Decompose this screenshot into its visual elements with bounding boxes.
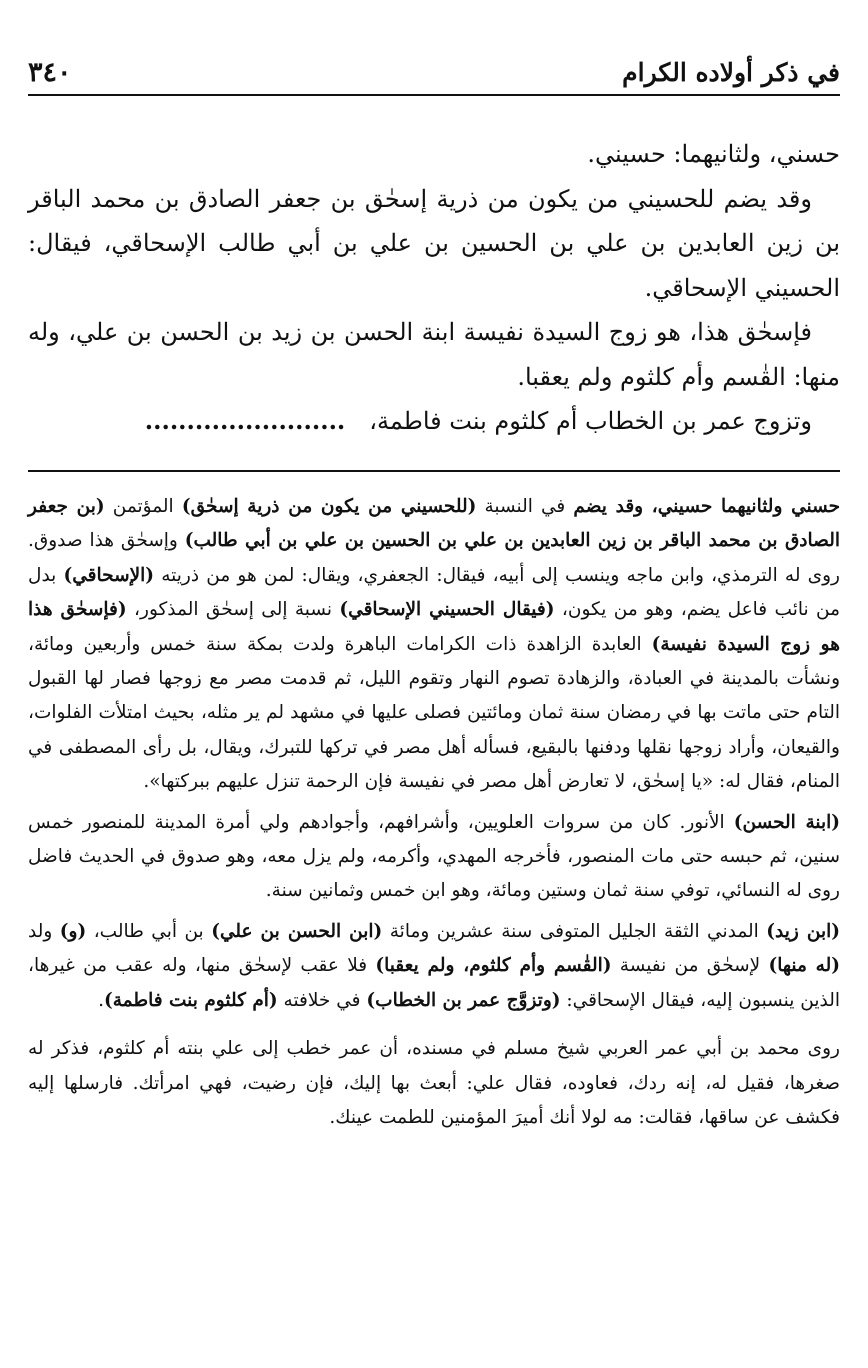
main-paragraph-3: فإسحٰق هذا، هو زوج السيدة نفيسة ابنة الحسن بن زيد بن الحسن بن علي، وله منها: القٰسم وأم كلثوم ولم يعقبا.	[28, 318, 840, 391]
commentary-bold: (ابنة الحسن)	[733, 811, 840, 833]
commentary-text-run: بدل من نائب فاعل يضم، وهو من يكون،	[28, 564, 841, 621]
commentary-bold: (بن جعفر الصادق بن محمد الباقر بن زين العابدين بن علي بن الحسين بن علي بن أبي طالب)	[28, 496, 840, 552]
commentary-bold: (فإسحٰق هذا هو زوج السيدة نفيسة)	[28, 599, 840, 655]
commentary-bold: (ابن زيد)	[766, 920, 840, 942]
commentary-bold: (و)	[59, 920, 87, 942]
commentary-text-run: فلا عقب لإسحٰق منها، وله عقب من غيرها، الذين ينسبون إليه، فيقال الإسحاقي:	[28, 955, 840, 1011]
commentary-text-run: لإسحٰق من نفيسة	[611, 955, 769, 977]
commentary-paragraph-4: روى محمد بن أبي عمر العربي شيخ مسلم في مسنده، أن عمر خطب إلى علي بنته أم كلثوم، فذكر له صغرها، فقيل له، إنه ردك، فعاوده، فقال علي: أبعث بها إليك، فإن رضيت، فهي امرأتك. فارسلها إليه فكشف عن ساقها، فقالت: مه لولا أنك أميرَ المؤمنين للطمت عينك.	[28, 1038, 840, 1128]
commentary-text-run: وإسحٰق هذا صدوق. روى له الترمذي، وابن ماجه وينسب إلى أبيه، فيقال: الجعفري، ويقال: لمن هو من ذريته	[28, 530, 840, 586]
commentary-bold: (للحسيني من يكون من ذرية إسحٰق)	[181, 496, 477, 517]
commentary-paragraph-1	[28, 490, 840, 800]
commentary-bold: (القٰسم وأم كلثوم، ولم يعقبا)	[375, 955, 612, 977]
commentary-bold: (الإسحاقي)	[63, 564, 155, 586]
commentary-paragraph-2	[28, 806, 840, 909]
commentary-text-run: ولد	[28, 920, 60, 942]
page-header	[28, 50, 840, 96]
main-paragraph-4-text: وتزوج عمر بن الخطاب أم كلثوم بنت فاطمة،	[369, 407, 812, 435]
commentary-text-run: في خلافته	[277, 989, 367, 1011]
footnote-divider	[28, 470, 840, 472]
main-paragraph-4	[28, 399, 840, 444]
commentary-bold: (فيقال الحسيني الإسحاقي)	[339, 599, 555, 621]
main-paragraph-2: وقد يضم للحسيني من يكون من ذرية إسحٰق بن جعفر الصادق بن محمد الباقر بن زين العابدين بن علي بن الحسين بن علي بن أبي طالب الإسحاقي، فيقال: الحسيني الإسحاقي.	[28, 184, 840, 302]
commentary-text-run: العابدة الزاهدة ذات الكرامات الباهرة ولدت بمكة سنة خمس وأربعين ومائة، ونشأت بالمدينة في العبادة، والزهادة تصوم النهار وتقوم الليل، ثم قدمت مصر مع زوجها فصار لها القبول التام حتى ماتت بها في رمضان سنة ثمان ومائتين فصلى عليها في مشهد لم ير مثله، بحيث امتلأت الفلوات، والقيعان، وأراد زوجها نقلها ودفنها بالبقيع، فسأله أهل مصر في تركها للتبرك، ويقال، بل رأى المصطفى في المنام، فقال له: «يا إسحٰق، لا تعارض أهل مصر في نفيسة فإن الرحمة تنزل عليهم ببركتها».	[28, 633, 840, 793]
commentary-bold: (أم كلثوم بنت فاطمة)	[104, 989, 278, 1011]
commentary-paragraph-3	[28, 915, 840, 1018]
commentary-text-run: المدني الثقة الجليل المتوفى سنة عشرين ومائة	[382, 920, 767, 942]
commentary-bold: (وتزوَّج عمر بن الخطاب)	[366, 989, 561, 1011]
page-title: في ذكر أولاده الكرام	[622, 57, 840, 87]
commentary-text	[28, 490, 840, 1135]
main-paragraph-1: حسني، ولثانيهما: حسيني.	[587, 140, 840, 168]
commentary-text-run: في النسبة	[476, 496, 574, 517]
page-number: ٣٤٠	[28, 56, 72, 88]
commentary-bold: (له منها)	[768, 955, 840, 977]
ellipsis-dots: ........................	[144, 406, 346, 435]
commentary-text-run: .	[98, 989, 104, 1011]
commentary-bold: (ابن الحسن بن علي)	[211, 920, 383, 942]
main-text	[28, 132, 840, 444]
commentary-text-run: المؤتمن	[104, 496, 182, 517]
commentary-text-run: بن أبي طالب،	[86, 920, 212, 942]
commentary-bold: حسني ولثانيهما حسيني، وقد يضم	[573, 496, 841, 517]
commentary-text-run: الأنور. كان من سروات العلويين، وأشرافهم، وأجوادهم ولي أمرة المدينة للمنصور خمس سنين، ثم حبسه حتى مات المنصور، فأخرجه المهدي، وأكرمه، ولم يزل معه، وهو صدوق في الحديث فاضل روى له النسائي، توفي سنة ثمان وستين ومائة، وهو ابن خمس وثمانين سنة.	[28, 811, 840, 902]
commentary-text-run: نسبة إلى إسحٰق المذكور،	[126, 599, 340, 621]
